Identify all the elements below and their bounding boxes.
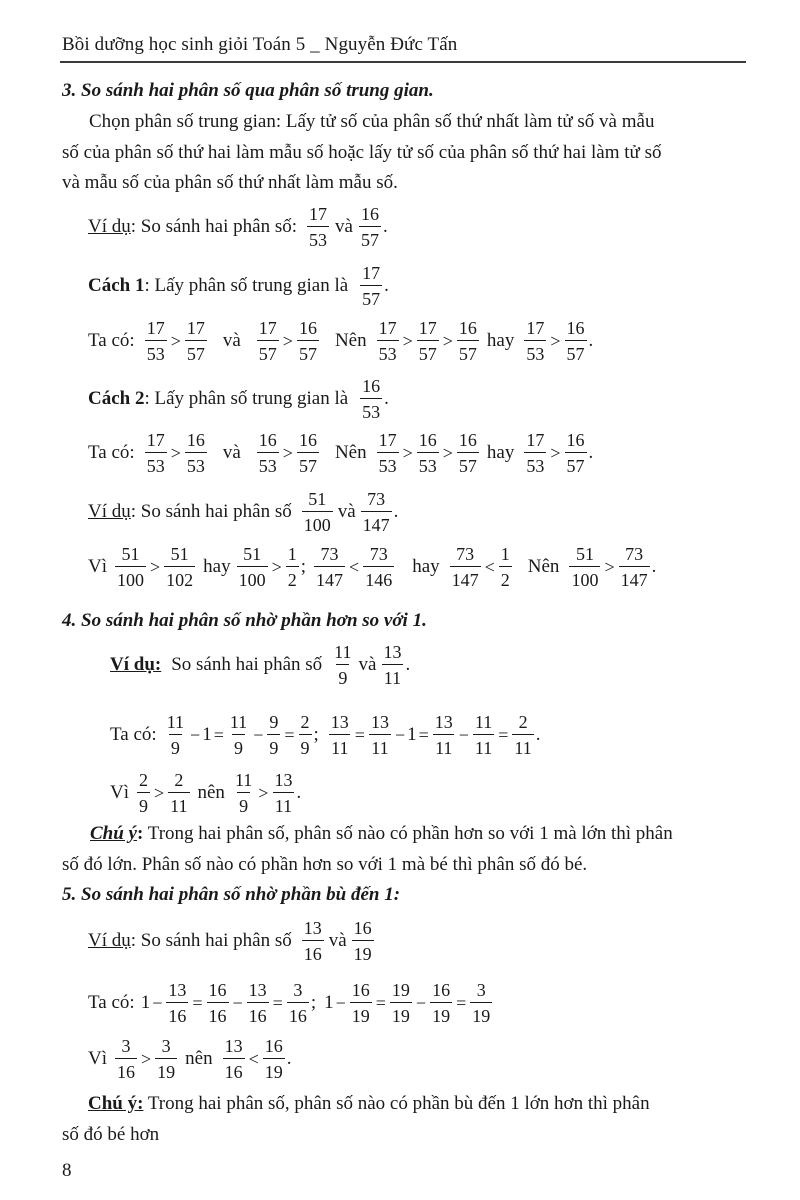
section-4-note-line-1: Chú ý: Trong hai phân số, phân số nào có phần hơn so với 1 mà lớn thì phân bbox=[90, 823, 673, 844]
fraction: $\frac{17}{57}$ bbox=[362, 263, 381, 309]
section-3-para-line-1: Chọn phân số trung gian: Lấy tử số của phân số thứ nhất làm tử số và mẫu bbox=[89, 111, 655, 132]
method-1-line: Cách 1 : Lấy phân số trung gian là $\frac{17}{57}$ . bbox=[88, 263, 389, 309]
section-5-note-line-1: Chú ý: Trong hai phân số, phân số nào có phần bù đến 1 lớn hơn thì phân bbox=[88, 1093, 650, 1114]
section-4-note-line-2: số đó lớn. Phân số nào có phần hơn so với 1 mà bé thì phân số đó bé. bbox=[62, 854, 588, 875]
example-label: Ví dụ bbox=[88, 501, 131, 522]
method-1-calc-line: Ta có: $\frac{17}{53}$ > $\frac{17}{57}$ và $\frac{17}{57}$ > $\frac{16}{57}$ Nên $\frac{17}{53}$ > $\frac{17}{57}$ > $\frac{16}{57}$ hay $\frac{17}{53}$ > $\frac{16}{57}$ . bbox=[88, 318, 594, 364]
note-label: Chú ý bbox=[90, 823, 137, 844]
fraction: $\frac{16}{53}$ bbox=[362, 376, 381, 422]
fraction: $\frac{17}{53}$ bbox=[309, 204, 327, 250]
section-4-conclusion-line: Vì $\frac{2}{9}$ > $\frac{2}{11}$ nên $\frac{11}{9}$ > $\frac{13}{11}$ . bbox=[110, 770, 302, 816]
section-5-heading: 5. So sánh hai phân số nhờ phần bù đến 1: bbox=[62, 884, 401, 905]
page-number: 8 bbox=[62, 1160, 72, 1181]
example-1-line: Ví dụ : So sánh hai phân số: $\frac{17}{53}$ và $\frac{16}{57}$ . bbox=[88, 204, 388, 250]
example-label: Ví dụ bbox=[88, 930, 131, 951]
section-3-para-line-2: số của phân số thứ hai làm mẫu số hoặc lấy tử số của phân số thứ hai làm tử số bbox=[62, 142, 662, 163]
example-label: Ví dụ bbox=[88, 216, 131, 237]
example-2-calc-line: Vì $\frac{51}{100}$ > $\frac{51}{102}$ hay $\frac{51}{100}$ > $\frac{1}{2}$ ; $\frac{73}{147}$ < $\frac{73}{146}$ hay $\frac{73}{147}$ < $\frac{1}{2}$ Nên $\frac{51}{100}$ > $\frac{73}{147}$ . bbox=[88, 544, 657, 590]
fraction: $\frac{16}{57}$ bbox=[360, 204, 379, 250]
section-4-example-line: Ví dụ: So sánh hai phân số $\frac{11}{9}$ và $\frac{13}{11}$ . bbox=[110, 642, 411, 688]
method-2-line: Cách 2 : Lấy phân số trung gian là $\frac{16}{53}$ . bbox=[88, 376, 389, 422]
running-header: Bồi dưỡng học sinh giỏi Toán 5 _ Nguyễn Đức Tấn bbox=[62, 34, 458, 55]
section-5-conclusion-line: Vì $\frac{3}{16}$ > $\frac{3}{19}$ nên $\frac{13}{16}$ < $\frac{16}{19}$ . bbox=[88, 1036, 292, 1082]
method-label: Cách 1 bbox=[88, 275, 145, 296]
method-label: Cách 2 bbox=[88, 388, 145, 409]
section-3-para-line-3: và mẫu số của phân số thứ nhất làm mẫu số. bbox=[62, 172, 398, 193]
section-4-heading: 4. So sánh hai phân số nhờ phần hơn so với 1. bbox=[62, 610, 427, 631]
note-label: Chú ý: bbox=[88, 1093, 144, 1114]
example-2-line: Ví dụ : So sánh hai phân số $\frac{51}{100}$ và $\frac{73}{147}$ . bbox=[88, 489, 399, 535]
header-rule bbox=[60, 61, 746, 63]
section-5-calc-line: Ta có: 1 − $\frac{13}{16}$ = $\frac{16}{16}$ − $\frac{13}{16}$ = $\frac{3}{16}$ ; 1 − $\frac{16}{19}$ = $\frac{19}{19}$ − $\frac{16}{19}$ = $\frac{3}{19}$ bbox=[88, 980, 491, 1026]
method-2-calc-line: Ta có: $\frac{17}{53}$ > $\frac{16}{53}$ và $\frac{16}{53}$ > $\frac{16}{57}$ Nên $\frac{17}{53}$ > $\frac{16}{53}$ > $\frac{16}{57}$ hay $\frac{17}{53}$ > $\frac{16}{57}$ . bbox=[88, 430, 594, 476]
example-label: Ví dụ: bbox=[110, 654, 162, 675]
section-3-heading: 3. So sánh hai phân số qua phân số trung gian. bbox=[62, 80, 434, 101]
section-5-note-line-2: số đó bé hơn bbox=[62, 1124, 160, 1145]
section-4-calc-line: Ta có: $\frac{11}{9}$ − 1 = $\frac{11}{9}$ − $\frac{9}{9}$ = $\frac{2}{9}$ ; $\frac{13}{11}$ = $\frac{13}{11}$ − 1 = $\frac{13}{11}$ − $\frac{11}{11}$ = $\frac{2}{11}$ . bbox=[110, 712, 541, 758]
section-5-example-line: Ví dụ : So sánh hai phân số $\frac{13}{16}$ và $\frac{16}{19}$ bbox=[88, 918, 372, 964]
